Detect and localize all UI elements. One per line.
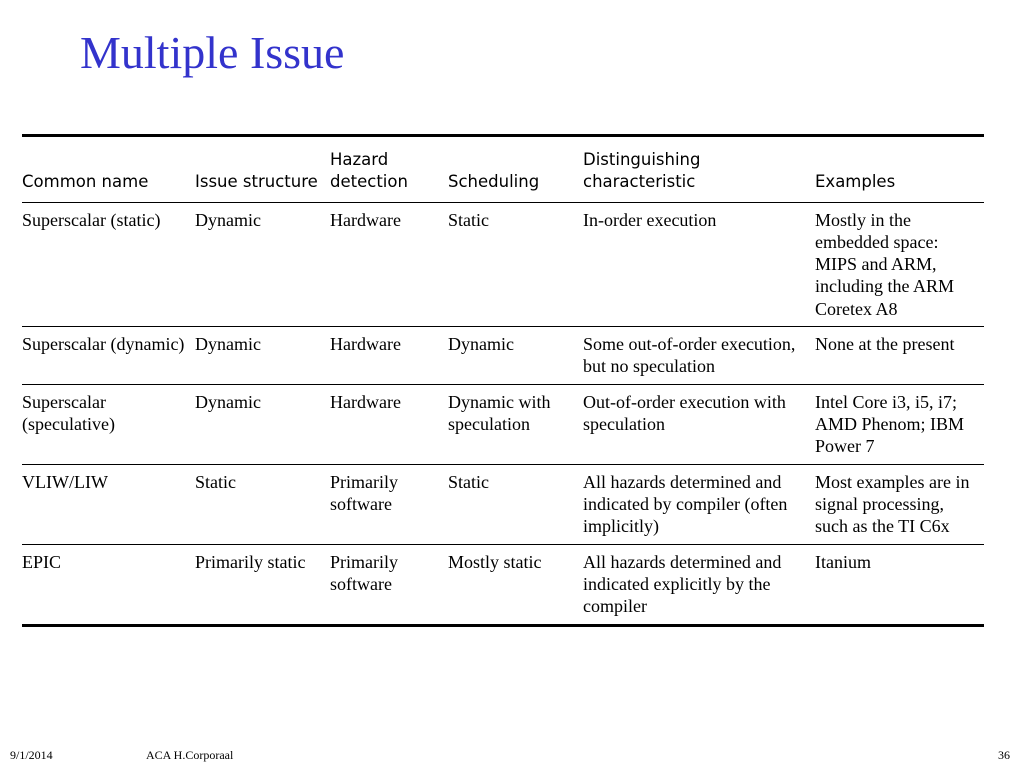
header-hazard-detection: Hazard detection xyxy=(326,136,444,203)
multiple-issue-table xyxy=(22,134,984,627)
cell-common-name: EPIC xyxy=(22,551,62,572)
cell-examples: Intel Core i3, i5, i7; AMD Phenom; IBM Power 7 xyxy=(811,384,984,464)
slide-title: Multiple Issue xyxy=(80,27,345,78)
cell-distinguishing-characteristic: In-order execution xyxy=(579,202,811,327)
cell-issue-structure: Static xyxy=(191,464,326,544)
cell-hazard-detection: Hardware xyxy=(326,327,444,385)
cell-examples: Mostly in the embedded space: MIPS and ARM, including the ARM Coretex A8 xyxy=(811,202,984,327)
cell-distinguishing-characteristic: All hazards determined and indicated explicitly by the compiler xyxy=(583,551,782,617)
table-row xyxy=(22,544,984,625)
header-issue-structure: Issue structure xyxy=(191,136,326,203)
cell-hazard-detection: Primarily software xyxy=(326,464,444,544)
footer-date: 9/1/2014 xyxy=(10,748,53,762)
table-row xyxy=(22,384,984,464)
footer-author: ACA H.Corporaal xyxy=(146,748,234,762)
cell-common-name: Superscalar (dynamic) xyxy=(22,327,191,385)
cell-distinguishing-characteristic: Some out-of-order execution, but no speculation xyxy=(579,327,811,385)
table-row xyxy=(22,464,984,544)
cell-issue-structure: Dynamic xyxy=(191,327,326,385)
cell-scheduling: Static xyxy=(444,202,579,327)
cell-issue-structure: Primarily static xyxy=(195,551,306,572)
footer-page-number: 36 xyxy=(998,748,1010,762)
header-common-name: Common name xyxy=(22,136,191,203)
cell-examples: Most examples are in signal processing, such as the TI C6x xyxy=(811,464,984,544)
cell-common-name: Superscalar (speculative) xyxy=(22,384,191,464)
table-row xyxy=(22,202,984,327)
cell-scheduling: Dynamic xyxy=(444,327,579,385)
table-header-row xyxy=(22,136,984,203)
cell-examples: Itanium xyxy=(815,551,871,572)
cell-common-name: VLIW/LIW xyxy=(22,464,191,544)
header-examples: Examples xyxy=(811,136,984,203)
cell-scheduling: Mostly static xyxy=(448,551,542,572)
multiple-issue-table-container xyxy=(22,134,984,627)
cell-scheduling: Dynamic with speculation xyxy=(444,384,579,464)
header-distinguishing-characteristic: Distinguishing characteristic xyxy=(579,136,811,203)
cell-distinguishing-characteristic: All hazards determined and indicated by compiler (often implicitly) xyxy=(579,464,811,544)
header-scheduling: Scheduling xyxy=(444,136,579,203)
cell-hazard-detection: Hardware xyxy=(326,202,444,327)
cell-issue-structure: Dynamic xyxy=(191,202,326,327)
cell-common-name: Superscalar (static) xyxy=(22,202,191,327)
table-row xyxy=(22,327,984,385)
cell-issue-structure: Dynamic xyxy=(191,384,326,464)
cell-scheduling: Static xyxy=(444,464,579,544)
cell-examples: None at the present xyxy=(811,327,984,385)
cell-distinguishing-characteristic: Out-of-order execution with speculation xyxy=(579,384,811,464)
cell-hazard-detection: Hardware xyxy=(326,384,444,464)
cell-hazard-detection: Primarily software xyxy=(330,551,398,594)
